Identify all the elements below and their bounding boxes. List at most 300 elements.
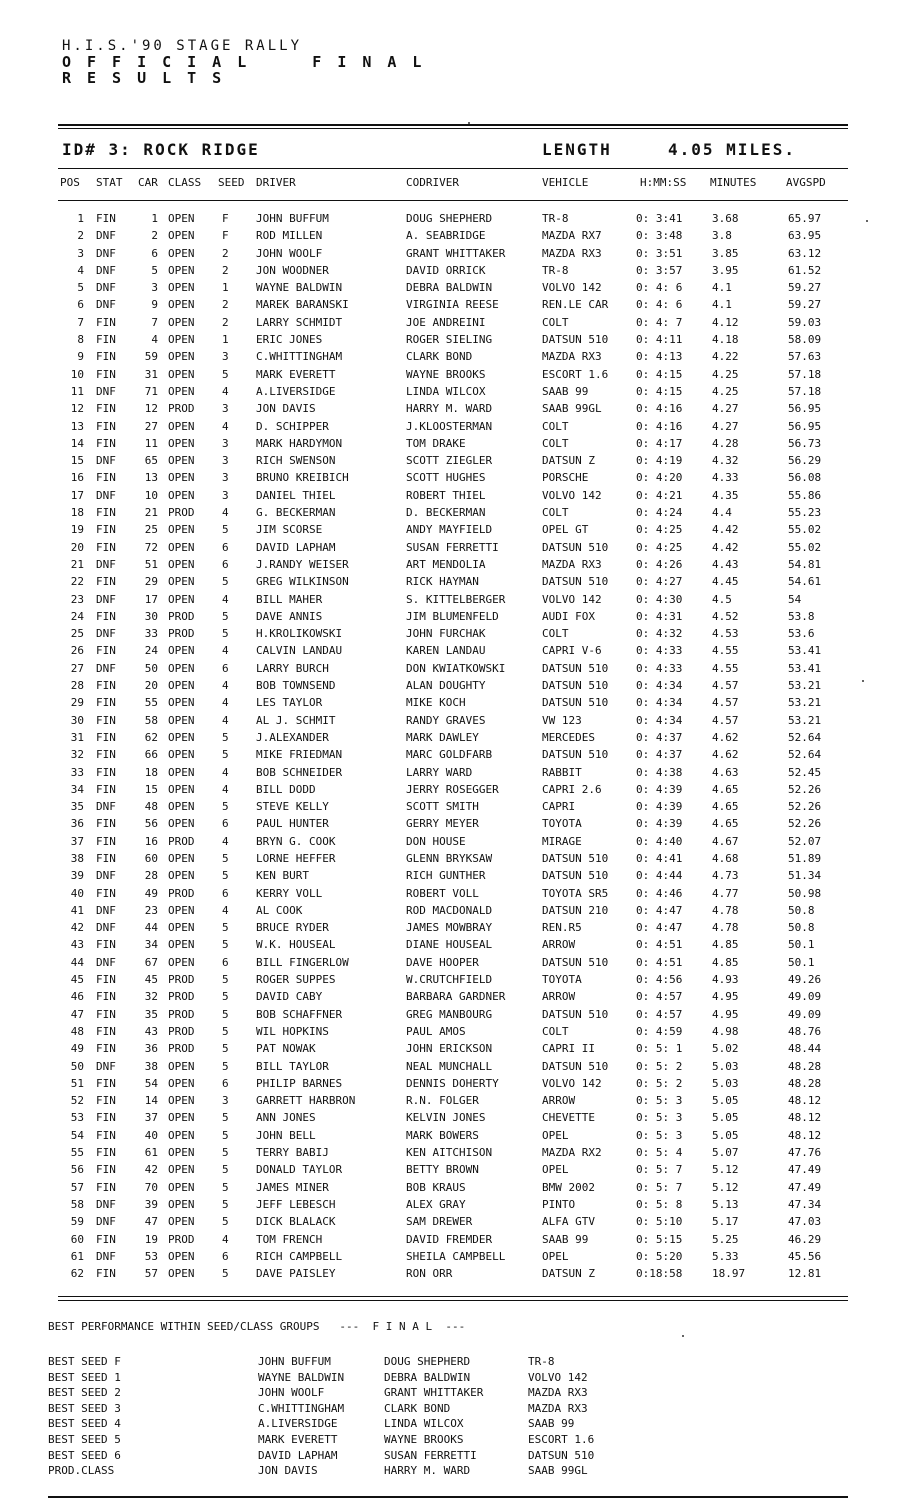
cell-driver: DANIEL THIEL	[256, 488, 336, 502]
best-cell-group: BEST SEED 5	[48, 1432, 121, 1446]
cell-seed: 4	[222, 419, 229, 433]
cell-pos: 21	[70, 557, 84, 571]
cell-stat: FIN	[96, 817, 116, 831]
cell-car: 66	[144, 748, 158, 762]
table-row	[58, 1109, 848, 1126]
cell-avgspd: 56.08	[788, 471, 822, 485]
cell-seed: 5	[222, 921, 229, 935]
cell-car: 47	[144, 1215, 158, 1229]
table-row	[58, 210, 848, 227]
cell-minutes: 3.8	[712, 229, 732, 243]
cell-vehicle: MAZDA RX7	[542, 229, 602, 243]
cell-hmmss: 0: 4:30	[636, 592, 683, 606]
cell-codriver: DOUG SHEPHERD	[406, 212, 493, 225]
cell-class: OPEN	[168, 955, 195, 969]
cell-pos: 4	[77, 263, 84, 277]
cell-seed: 5	[222, 1146, 229, 1160]
cell-stat: DNF	[96, 1249, 116, 1263]
cell-class: PROD	[168, 506, 195, 520]
cell-driver: G. BECKERMAN	[256, 506, 336, 520]
table-row	[58, 850, 848, 867]
cell-driver: CALVIN LANDAU	[256, 644, 343, 658]
cell-stat: DNF	[96, 246, 116, 260]
cell-class: OPEN	[168, 817, 195, 831]
cell-class: PROD	[168, 1007, 195, 1021]
table-row	[58, 279, 848, 296]
cell-hmmss: 0: 4:32	[636, 627, 683, 641]
table-row	[58, 677, 848, 694]
cell-hmmss: 0: 5:15	[636, 1232, 683, 1246]
cell-avgspd: 59.27	[788, 298, 822, 312]
cell-class: OPEN	[168, 471, 195, 485]
cell-driver: BOB SCHNEIDER	[256, 765, 343, 779]
cell-vehicle: DATSUN 510	[542, 575, 609, 589]
cell-car: 27	[144, 419, 158, 433]
cell-avgspd: 65.97	[788, 212, 822, 225]
cell-minutes: 5.25	[712, 1232, 739, 1246]
cell-driver: BILL FINGERLOW	[256, 955, 349, 969]
cell-pos: 7	[77, 315, 84, 329]
cell-stat: DNF	[96, 1059, 116, 1073]
cell-driver: JIM SCORSE	[256, 523, 323, 537]
cell-stat: DNF	[96, 661, 116, 675]
cell-class: OPEN	[168, 661, 195, 675]
cell-stat: DNF	[96, 921, 116, 935]
table-row	[58, 435, 848, 452]
cell-hmmss: 0: 4:16	[636, 402, 683, 416]
cell-pos: 39	[70, 869, 84, 883]
cell-codriver: DIANE HOUSEAL	[406, 938, 493, 952]
table-row	[58, 418, 848, 435]
cell-minutes: 5.17	[712, 1215, 739, 1229]
cell-codriver: JOHN FURCHAK	[406, 627, 486, 641]
cell-pos: 29	[70, 696, 84, 710]
cell-avgspd: 56.95	[788, 419, 822, 433]
cell-car: 36	[144, 1042, 158, 1056]
table-row	[58, 625, 848, 642]
cell-car: 18	[144, 765, 158, 779]
cell-stat: DNF	[96, 627, 116, 641]
cell-class: OPEN	[168, 436, 195, 450]
cell-seed: 5	[222, 990, 229, 1004]
cell-seed: 5	[222, 869, 229, 883]
cell-codriver: ALAN DOUGHTY	[406, 679, 486, 693]
cell-car: 3	[151, 281, 158, 295]
cell-stat: FIN	[96, 506, 116, 520]
cell-seed: 4	[222, 782, 229, 796]
table-row	[58, 1006, 848, 1023]
cell-pos: 27	[70, 661, 84, 675]
cell-driver: AL J. SCHMIT	[256, 713, 336, 727]
cell-car: 1	[151, 212, 158, 225]
cell-vehicle: ESCORT 1.6	[542, 367, 609, 381]
cell-pos: 46	[70, 990, 84, 1004]
cell-driver: A.LIVERSIDGE	[256, 384, 336, 398]
cell-car: 57	[144, 1267, 158, 1281]
cell-pos: 16	[70, 471, 84, 485]
cell-vehicle: COLT	[542, 627, 569, 641]
cell-vehicle: REN.R5	[542, 921, 582, 935]
cell-stat: FIN	[96, 1232, 116, 1246]
cell-class: OPEN	[168, 1215, 195, 1229]
cell-hmmss: 0: 4:33	[636, 644, 683, 658]
table-row	[58, 954, 848, 971]
cell-vehicle: DATSUN Z	[542, 1267, 595, 1281]
cell-driver: JOHN BELL	[256, 1128, 316, 1142]
cell-hmmss: 0: 4:57	[636, 990, 683, 1004]
cell-class: OPEN	[168, 644, 195, 658]
cell-car: 20	[144, 679, 158, 693]
cell-stat: DNF	[96, 454, 116, 468]
cell-hmmss: 0: 4:11	[636, 333, 683, 347]
cell-seed: 5	[222, 1042, 229, 1056]
cell-pos: 15	[70, 454, 84, 468]
cell-pos: 37	[70, 834, 84, 848]
best-cell-driver: JOHN BUFFUM	[258, 1355, 331, 1368]
cell-stat: DNF	[96, 800, 116, 814]
cell-avgspd: 56.29	[788, 454, 822, 468]
cell-vehicle: SAAB 99	[542, 1232, 589, 1246]
cell-hmmss: 0: 4:37	[636, 748, 683, 762]
cell-stat: DNF	[96, 1215, 116, 1229]
cell-avgspd: 53.21	[788, 713, 822, 727]
cell-pos: 31	[70, 730, 84, 744]
cell-driver: LORNE HEFFER	[256, 851, 336, 865]
cell-driver: ROD MILLEN	[256, 229, 323, 243]
speck	[682, 1335, 684, 1337]
cell-driver: WAYNE BALDWIN	[256, 281, 343, 295]
cell-driver: DAVID CABY	[256, 990, 323, 1004]
cell-stat: DNF	[96, 557, 116, 571]
cell-class: OPEN	[168, 800, 195, 814]
best-cell-codriver: DOUG SHEPHERD	[384, 1355, 471, 1368]
cell-hmmss: 0: 5: 7	[636, 1180, 683, 1194]
cell-vehicle: TOYOTA	[542, 817, 582, 831]
cell-seed: 5	[222, 627, 229, 641]
cell-driver: ANN JONES	[256, 1111, 316, 1125]
cell-hmmss: 0: 4:40	[636, 834, 683, 848]
cell-car: 13	[144, 471, 158, 485]
col-avgspd: AVGSPD	[786, 176, 826, 189]
cell-minutes: 5.12	[712, 1180, 739, 1194]
cell-vehicle: ARROW	[542, 938, 576, 952]
cell-avgspd: 51.34	[788, 869, 822, 883]
cell-class: OPEN	[168, 523, 195, 537]
table-row	[58, 833, 848, 850]
cell-vehicle: COLT	[542, 315, 569, 329]
best-cell-group: BEST SEED 3	[48, 1401, 121, 1415]
cell-class: OPEN	[168, 782, 195, 796]
cell-stat: FIN	[96, 973, 116, 987]
cell-hmmss: 0: 5: 2	[636, 1059, 683, 1073]
cell-vehicle: COLT	[542, 419, 569, 433]
cell-hmmss: 0: 4:38	[636, 765, 683, 779]
cell-vehicle: ALFA GTV	[542, 1215, 595, 1229]
cell-minutes: 4.55	[712, 644, 739, 658]
table-row	[58, 815, 848, 832]
cell-hmmss: 0: 4:25	[636, 523, 683, 537]
table-row	[58, 1058, 848, 1075]
cell-pos: 56	[70, 1163, 84, 1177]
cell-seed: 4	[222, 592, 229, 606]
cell-stat: DNF	[96, 281, 116, 295]
cell-hmmss: 0: 4:26	[636, 557, 683, 571]
cell-pos: 59	[70, 1215, 84, 1229]
cell-avgspd: 52.45	[788, 765, 822, 779]
cell-stat: FIN	[96, 523, 116, 537]
cell-driver: C.WHITTINGHAM	[256, 350, 343, 364]
cell-stat: FIN	[96, 1180, 116, 1194]
cell-driver: J.RANDY WEISER	[256, 557, 349, 571]
cell-driver: KEN BURT	[256, 869, 309, 883]
cell-codriver: DAVID FREMDER	[406, 1232, 493, 1246]
cell-vehicle: DATSUN 510	[542, 540, 609, 554]
cell-pos: 34	[70, 782, 84, 796]
cell-codriver: PAUL AMOS	[406, 1024, 466, 1038]
cell-stat: DNF	[96, 384, 116, 398]
cell-driver: JAMES MINER	[256, 1180, 329, 1194]
cell-stat: FIN	[96, 765, 116, 779]
cell-pos: 25	[70, 627, 84, 641]
cell-codriver: DENNIS DOHERTY	[406, 1076, 499, 1090]
cell-driver: JEFF LEBESCH	[256, 1197, 336, 1211]
cell-avgspd: 50.8	[788, 921, 815, 935]
cell-car: 60	[144, 851, 158, 865]
cell-vehicle: ARROW	[542, 1094, 576, 1108]
cell-seed: 5	[222, 1267, 229, 1281]
cell-hmmss: 0: 4:16	[636, 419, 683, 433]
cell-vehicle: MAZDA RX2	[542, 1146, 602, 1160]
cell-driver: GREG WILKINSON	[256, 575, 349, 589]
cell-hmmss: 0: 5: 1	[636, 1042, 683, 1056]
cell-avgspd: 51.89	[788, 851, 822, 865]
col-pos: POS	[60, 176, 80, 189]
table-bottom-rule-2	[58, 1300, 848, 1301]
table-row	[58, 331, 848, 348]
cell-vehicle: TOYOTA	[542, 973, 582, 987]
cell-avgspd: 54	[788, 592, 802, 606]
cell-vehicle: DATSUN 510	[542, 661, 609, 675]
cell-class: OPEN	[168, 903, 195, 917]
cell-driver: LARRY SCHMIDT	[256, 315, 343, 329]
cell-pos: 5	[77, 281, 84, 295]
cell-class: OPEN	[168, 1094, 195, 1108]
cell-car: 51	[144, 557, 158, 571]
cell-class: OPEN	[168, 1111, 195, 1125]
cell-codriver: MARK DAWLEY	[406, 730, 479, 744]
cell-stat: FIN	[96, 990, 116, 1004]
cell-driver: TERRY BABIJ	[256, 1146, 329, 1160]
cell-car: 16	[144, 834, 158, 848]
cell-car: 72	[144, 540, 158, 554]
cell-avgspd: 59.03	[788, 315, 822, 329]
best-cell-driver: JOHN WOOLF	[258, 1386, 325, 1400]
cell-avgspd: 45.56	[788, 1249, 822, 1263]
cell-codriver: MARK BOWERS	[406, 1128, 479, 1142]
cell-vehicle: CAPRI II	[542, 1042, 595, 1056]
cell-car: 39	[144, 1197, 158, 1211]
cell-minutes: 4.1	[712, 281, 732, 295]
cell-minutes: 4.78	[712, 903, 739, 917]
cell-car: 12	[144, 402, 158, 416]
cell-class: OPEN	[168, 575, 195, 589]
best-performance-title: BEST PERFORMANCE WITHIN SEED/CLASS GROUPS --- F I N A L ---	[48, 1320, 466, 1333]
cell-minutes: 4.53	[712, 627, 739, 641]
cell-stat: FIN	[96, 315, 116, 329]
cell-vehicle: DATSUN 510	[542, 696, 609, 710]
cell-pos: 49	[70, 1042, 84, 1056]
cell-car: 61	[144, 1146, 158, 1160]
cell-vehicle: AUDI FOX	[542, 609, 595, 623]
cell-hmmss: 0: 3:51	[636, 246, 683, 260]
table-row	[58, 798, 848, 815]
cell-class: OPEN	[168, 1059, 195, 1073]
cell-pos: 42	[70, 921, 84, 935]
cell-seed: 5	[222, 938, 229, 952]
cell-pos: 11	[70, 384, 84, 398]
table-row	[58, 1161, 848, 1178]
cell-minutes: 4.95	[712, 1007, 739, 1021]
cell-seed: 6	[222, 540, 229, 554]
cell-stat: FIN	[96, 1128, 116, 1142]
length-value: 4.05 MILES.	[668, 140, 796, 159]
cell-pos: 24	[70, 609, 84, 623]
cell-class: OPEN	[168, 851, 195, 865]
cell-class: OPEN	[168, 1128, 195, 1142]
cell-avgspd: 47.49	[788, 1180, 822, 1194]
cell-driver: J.ALEXANDER	[256, 730, 329, 744]
cell-vehicle: CAPRI V-6	[542, 644, 602, 658]
table-row	[58, 1092, 848, 1109]
cell-car: 25	[144, 523, 158, 537]
cell-vehicle: RABBIT	[542, 765, 582, 779]
cell-hmmss: 0: 5: 7	[636, 1163, 683, 1177]
table-row	[58, 314, 848, 331]
cell-stat: FIN	[96, 540, 116, 554]
cell-codriver: SHEILA CAMPBELL	[406, 1249, 506, 1263]
cell-vehicle: VOLVO 142	[542, 1076, 602, 1090]
cell-seed: 5	[222, 523, 229, 537]
best-cell-vehicle: ESCORT 1.6	[528, 1432, 595, 1446]
table-row	[58, 746, 848, 763]
best-cell-group: BEST SEED 2	[48, 1386, 121, 1400]
cell-avgspd: 55.23	[788, 506, 822, 520]
cell-driver: MARK HARDYMON	[256, 436, 343, 450]
cell-vehicle: COLT	[542, 1024, 569, 1038]
cell-stat: DNF	[96, 229, 116, 243]
speck	[862, 680, 864, 682]
cell-hmmss: 0: 4:21	[636, 488, 683, 502]
cell-hmmss: 0: 4:17	[636, 436, 683, 450]
table-row	[58, 1265, 848, 1282]
table-row	[58, 608, 848, 625]
cell-hmmss: 0: 5: 2	[636, 1076, 683, 1090]
cell-seed: 5	[222, 575, 229, 589]
cell-class: OPEN	[168, 921, 195, 935]
cell-class: OPEN	[168, 696, 195, 710]
cell-avgspd: 57.63	[788, 350, 822, 364]
cell-car: 9	[151, 298, 158, 312]
cell-seed: 6	[222, 1076, 229, 1090]
cell-vehicle: PINTO	[542, 1197, 576, 1211]
cell-avgspd: 54.61	[788, 575, 822, 589]
cell-seed: 5	[222, 1215, 229, 1229]
cell-avgspd: 47.49	[788, 1163, 822, 1177]
cell-stat: FIN	[96, 1076, 116, 1090]
cell-driver: BILL TAYLOR	[256, 1059, 329, 1073]
cell-seed: 5	[222, 800, 229, 814]
best-cell-driver: WAYNE BALDWIN	[258, 1370, 345, 1384]
cell-codriver: TOM DRAKE	[406, 436, 466, 450]
cell-vehicle: OPEL GT	[542, 523, 589, 537]
cell-class: OPEN	[168, 765, 195, 779]
cell-class: OPEN	[168, 1180, 195, 1194]
cell-codriver: WAYNE BROOKS	[406, 367, 486, 381]
cell-driver: BRUCE RYDER	[256, 921, 329, 935]
cell-seed: 4	[222, 384, 229, 398]
cell-class: OPEN	[168, 419, 195, 433]
cell-car: 5	[151, 263, 158, 277]
cell-stat: FIN	[96, 333, 116, 347]
cell-pos: 1	[77, 212, 84, 225]
cell-pos: 33	[70, 765, 84, 779]
table-row	[58, 971, 848, 988]
best-cell-codriver: CLARK BOND	[384, 1401, 451, 1415]
cell-vehicle: DATSUN 510	[542, 679, 609, 693]
cell-pos: 44	[70, 955, 84, 969]
cell-stat: FIN	[96, 609, 116, 623]
col-stat: STAT	[96, 176, 123, 189]
cell-avgspd: 54.81	[788, 557, 822, 571]
cell-driver: MARK EVERETT	[256, 367, 336, 381]
cell-avgspd: 49.09	[788, 1007, 822, 1021]
cell-class: OPEN	[168, 1249, 195, 1263]
document-header	[62, 38, 437, 86]
cell-vehicle: OPEL	[542, 1249, 569, 1263]
table-row	[58, 591, 848, 608]
cell-avgspd: 52.64	[788, 730, 822, 744]
cell-class: OPEN	[168, 1163, 195, 1177]
cell-seed: 1	[222, 333, 229, 347]
cell-seed: 3	[222, 350, 229, 364]
cell-vehicle: ARROW	[542, 990, 576, 1004]
cell-minutes: 4.55	[712, 661, 739, 675]
cell-driver: JOHN WOOLF	[256, 246, 323, 260]
cell-class: OPEN	[168, 748, 195, 762]
cell-pos: 12	[70, 402, 84, 416]
cell-driver: STEVE KELLY	[256, 800, 329, 814]
cell-vehicle: COLT	[542, 506, 569, 520]
cell-car: 29	[144, 575, 158, 589]
cell-class: OPEN	[168, 540, 195, 554]
cell-class: OPEN	[168, 592, 195, 606]
cell-pos: 35	[70, 800, 84, 814]
cell-driver: DAVE PAISLEY	[256, 1267, 336, 1281]
cell-stat: FIN	[96, 938, 116, 952]
cell-hmmss: 0: 4: 6	[636, 298, 683, 312]
cell-driver: RICH SWENSON	[256, 454, 336, 468]
cell-codriver: SUSAN FERRETTI	[406, 540, 499, 554]
cell-codriver: DON HOUSE	[406, 834, 466, 848]
cell-hmmss: 0: 4:27	[636, 575, 683, 589]
cell-codriver: JAMES MOWBRAY	[406, 921, 493, 935]
cell-hmmss: 0: 4:46	[636, 886, 683, 900]
cell-minutes: 4.25	[712, 384, 739, 398]
cell-vehicle: CAPRI	[542, 800, 576, 814]
results-table	[58, 210, 848, 1282]
cell-avgspd: 59.27	[788, 281, 822, 295]
cell-hmmss: 0: 5: 8	[636, 1197, 683, 1211]
